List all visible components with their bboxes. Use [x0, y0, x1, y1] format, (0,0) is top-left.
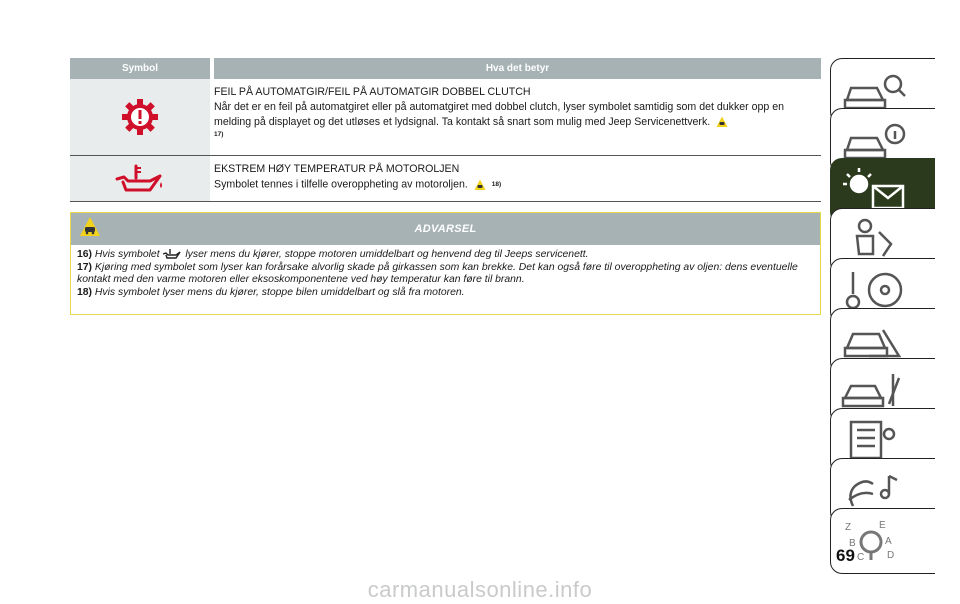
svg-text:B: B [849, 538, 856, 549]
warning-box [70, 212, 821, 315]
page-number: 69 [836, 546, 855, 565]
header-meaning: Hva det betyr [485, 63, 550, 74]
oil-temperature-icon [114, 164, 166, 194]
row-ref: 18) [491, 181, 502, 188]
meaning-cell [214, 79, 821, 155]
row-text: Når det er en feil på automatgiret eller på automatgiret med dobbel clutch, lyser symbolet samtidig som det dukker opp en melding på displayet og det utløses et lydsignal. Ta kontakt så snart som mulig med Jeep Servicenettverk. [214, 101, 785, 128]
row-ref: 17) [214, 131, 224, 138]
warning-triangle-icon [474, 179, 486, 191]
oil-temperature-icon [162, 249, 182, 259]
watermark: carmanualsonline.info [367, 577, 593, 602]
warning-title: ADVARSEL [414, 223, 477, 235]
symbol-cell [70, 79, 210, 155]
meaning-cell [214, 156, 821, 201]
warning-body [71, 245, 820, 299]
table-row [70, 156, 821, 202]
warning-item: 16) Hvis symbolet lyser mens du kjører, stoppe motoren umiddelbart og henvend deg til Jeeps servicenett. [77, 249, 589, 260]
table-row [70, 79, 821, 156]
row-text: Symbolet tennes i tilfelle overoppheting av motoroljen. [214, 178, 468, 191]
warning-triangle-icon [716, 116, 728, 128]
warning-item: 17) Kjøring med symbolet som lyser kan forårsake alvorlig skade på girkassen som kan brekke. Det kan også føre til overoppheting av oljen: dens eventuelle kontakt med den varme motoren eller eksoskomponentene ved høy temperatur kan føre til brann. [77, 261, 798, 285]
gear-warning-icon [120, 97, 160, 137]
row-title: EKSTREM HØY TEMPERATUR PÅ MOTOROLJEN [214, 163, 460, 175]
table-header [70, 58, 821, 79]
svg-text:D: D [887, 550, 895, 561]
svg-text:Z: Z [845, 522, 852, 533]
symbol-table [70, 58, 821, 202]
warning-item: 18) Hvis symbolet lyser mens du kjører, stoppe bilen umiddelbart og slå fra motoren. [77, 286, 465, 298]
header-symbol: Symbol [121, 63, 159, 74]
svg-text:A: A [885, 536, 892, 547]
warning-header [71, 213, 820, 245]
row-title: FEIL PÅ AUTOMATGIR/FEIL PÅ AUTOMATGIR DOBBEL CLUTCH [214, 86, 531, 98]
svg-text:E: E [879, 520, 886, 531]
svg-text:C: C [857, 552, 865, 563]
symbol-cell [70, 156, 210, 201]
